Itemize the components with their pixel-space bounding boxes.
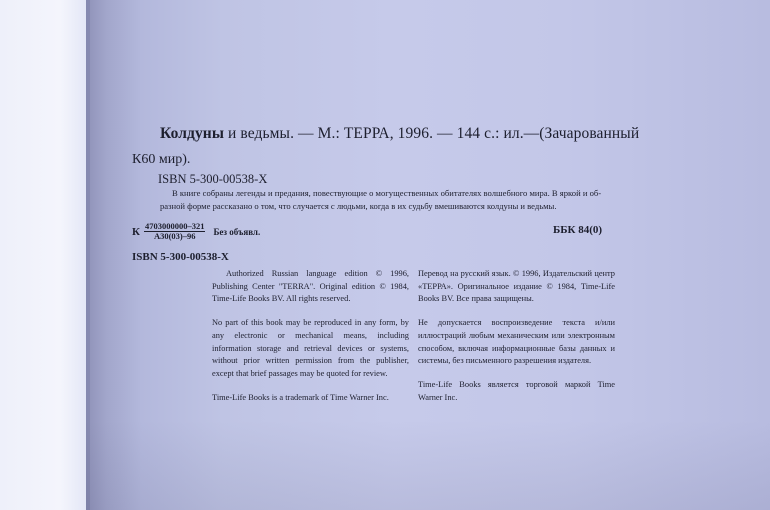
- annotation-line-2: разной форме рассказано о том, что случается с людьми, когда в их судьбу вмешиваются колдуны и ведьмы.: [160, 200, 557, 211]
- classification-code: [132, 222, 260, 241]
- code-fraction: [144, 222, 206, 241]
- russian-para-3: Time-Life Books является торговой маркой Time Warner Inc.: [418, 379, 615, 402]
- english-para-2: No part of this book may be reproduced in any form, by any electronic or mechanical means, including information storage and retrieval devices or systems, without prior written permission from the publisher, except that brief passages may be quoted for review.: [212, 318, 409, 378]
- publication-details: и ведьмы. — М.: ТЕРРА, 1996. — 144 с.: ил.—(Зачарованный: [224, 125, 640, 142]
- fraction-numerator: 4703000000–321: [144, 221, 205, 231]
- catalog-title-line: [160, 125, 639, 143]
- annotation: [160, 187, 620, 212]
- no-ad-label: Без объявл.: [213, 226, 261, 237]
- english-para-3: Time-Life Books is a trademark of Time Warner Inc.: [212, 392, 389, 402]
- fraction-denominator: А30(03)–96: [153, 231, 196, 241]
- english-copyright-column: [212, 268, 409, 415]
- russian-para-1: Перевод на русский язык. © 1996, Издательский центр «ТЕРРА». Оригинальное издание © 1984, Time-Life Books BV. Все права защищены.: [418, 269, 615, 304]
- russian-para-2: Не допускается воспроизведение текста и/или иллюстраций любым механическим или электронным способом, включая информационные базы данных и системы, без письменного разрешения издателя.: [418, 318, 615, 366]
- bbk-code: ББК 84(0): [553, 224, 603, 236]
- book-title: Колдуны: [160, 125, 225, 142]
- annotation-line-1: В книге собраны легенды и предания, повествующие о могущественных обитателях волшебного мира. В яркой и об-: [172, 188, 602, 198]
- isbn-catalog: ISBN 5-300-00538-X: [158, 172, 268, 186]
- russian-copyright-column: [418, 268, 615, 415]
- page-shadow: [86, 420, 770, 510]
- k-letter: К: [132, 225, 140, 238]
- english-para-1: Authorized Russian language edition © 1996, Publishing Center "TERRA". Original edition © 1984, Time-Life Books BV. All rights reserved.: [212, 269, 409, 304]
- series-line: К60 мир).: [132, 152, 191, 167]
- isbn-bottom: ISBN 5-300-00538-X: [132, 251, 229, 263]
- background-left: [0, 0, 86, 510]
